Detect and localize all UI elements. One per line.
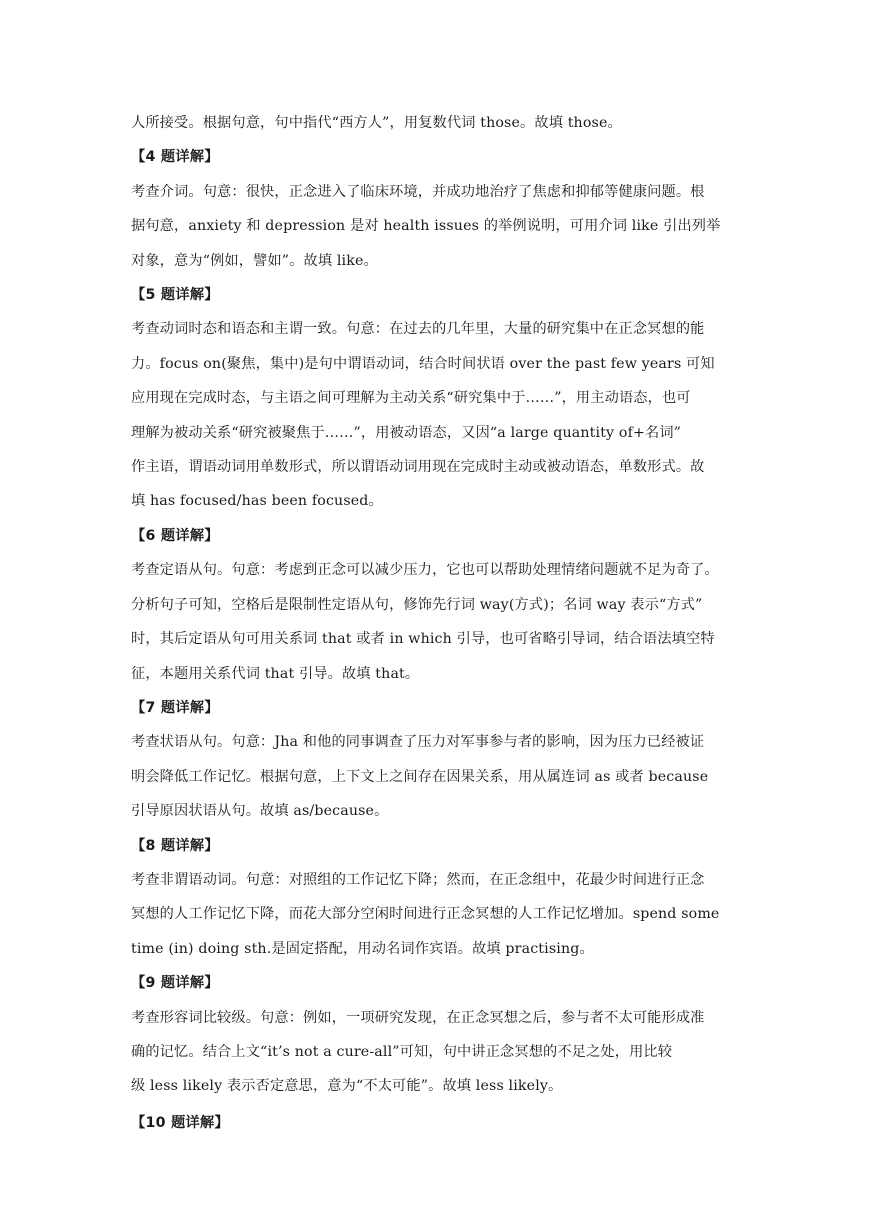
paragraph-line: 引导原因状语从句。故填 as/because。 bbox=[131, 803, 389, 820]
paragraph-line: 考查动词时态和语态和主谓一致。句意：在过去的几年里，大量的研究集中在正念冥想的能 bbox=[131, 321, 705, 338]
paragraph-line: 对象，意为“例如，譬如”。故填 like。 bbox=[131, 252, 378, 269]
paragraph-line: 明会降低工作记忆。根据句意，上下文上之间存在因果关系，用从属连词 as 或者 because bbox=[131, 768, 709, 785]
paragraph-line: 作主语，谓语动词用单数形式，所以谓语动词用现在完成时主动或被动语态，单数形式。故 bbox=[131, 459, 705, 476]
paragraph-line: 级 less likely 表示否定意思，意为“不太可能”。故填 less likely。 bbox=[131, 1078, 563, 1095]
document-page bbox=[131, 106, 739, 1140]
section-heading-5: 【5 题详解】 bbox=[131, 287, 219, 304]
paragraph-line: 考查非谓语动词。句意：对照组的工作记忆下降；然而，在正念组中，花最少时间进行正念 bbox=[131, 871, 705, 888]
section-heading-7: 【7 题详解】 bbox=[131, 699, 219, 716]
paragraph-line: 考查形容词比较级。句意：例如，一项研究发现，在正念冥想之后，参与者不太可能形成准 bbox=[131, 1009, 705, 1026]
paragraph-line: 分析句子可知，空格后是限制性定语从句，修饰先行词 way(方式)；名词 way 表示“方式” bbox=[131, 596, 703, 613]
paragraph-line: 人所接受。根据句意，句中指代“西方人”，用复数代词 those。故填 those。 bbox=[131, 115, 622, 131]
paragraph-line: time (in) doing sth.是固定搭配，用动名词作宾语。故填 practising。 bbox=[131, 940, 594, 957]
paragraph-line: 填 has focused/has been focused。 bbox=[131, 493, 383, 510]
paragraph-line: 冥想的人工作记忆下降，而花大部分空闲时间进行正念冥想的人工作记忆增加。spend some bbox=[131, 906, 720, 923]
section-heading-4: 【4 题详解】 bbox=[131, 149, 219, 166]
section-heading-9: 【9 题详解】 bbox=[131, 975, 219, 992]
section-heading-6: 【6 题详解】 bbox=[131, 527, 219, 544]
paragraph-line: 考查状语从句。句意：Jha 和他的同事调查了压力对军事参与者的影响，因为压力已经被证 bbox=[131, 734, 705, 751]
section-heading-10: 【10 题详解】 bbox=[131, 1114, 230, 1131]
paragraph-line: 考查定语从句。句意：考虑到正念可以减少压力，它也可以帮助处理情绪问题就不足为奇了。 bbox=[131, 562, 719, 579]
paragraph-line: 时，其后定语从句可用关系词 that 或者 in which 引导，也可省略引导词，结合语法填空特 bbox=[131, 631, 715, 648]
paragraph-line: 理解为被动关系“研究被聚焦于……”，用被动语态，又因“a large quantity of+名词” bbox=[131, 424, 682, 441]
paragraph-line: 确的记忆。结合上文“it’s not a cure-all”可知，句中讲正念冥想的不足之处，用比较 bbox=[131, 1043, 673, 1060]
paragraph-line: 征，本题用关系代词 that 引导。故填 that。 bbox=[131, 665, 420, 682]
section-heading-8: 【8 题详解】 bbox=[131, 837, 219, 854]
paragraph-line: 考查介词。句意：很快，正念进入了临床环境，并成功地治疗了焦虑和抑郁等健康问题。根 bbox=[131, 183, 705, 200]
paragraph-line: 应用现在完成时态，与主语之间可理解为主动关系“研究集中于……”，用主动语态，也可 bbox=[131, 390, 691, 407]
paragraph-line: 力。focus on(聚焦，集中)是句中谓语动词，结合时间状语 over the past few years 可知 bbox=[131, 355, 715, 372]
paragraph-line: 据句意，anxiety 和 depression 是对 health issues 的举例说明，可用介词 like 引出列举 bbox=[131, 218, 721, 235]
